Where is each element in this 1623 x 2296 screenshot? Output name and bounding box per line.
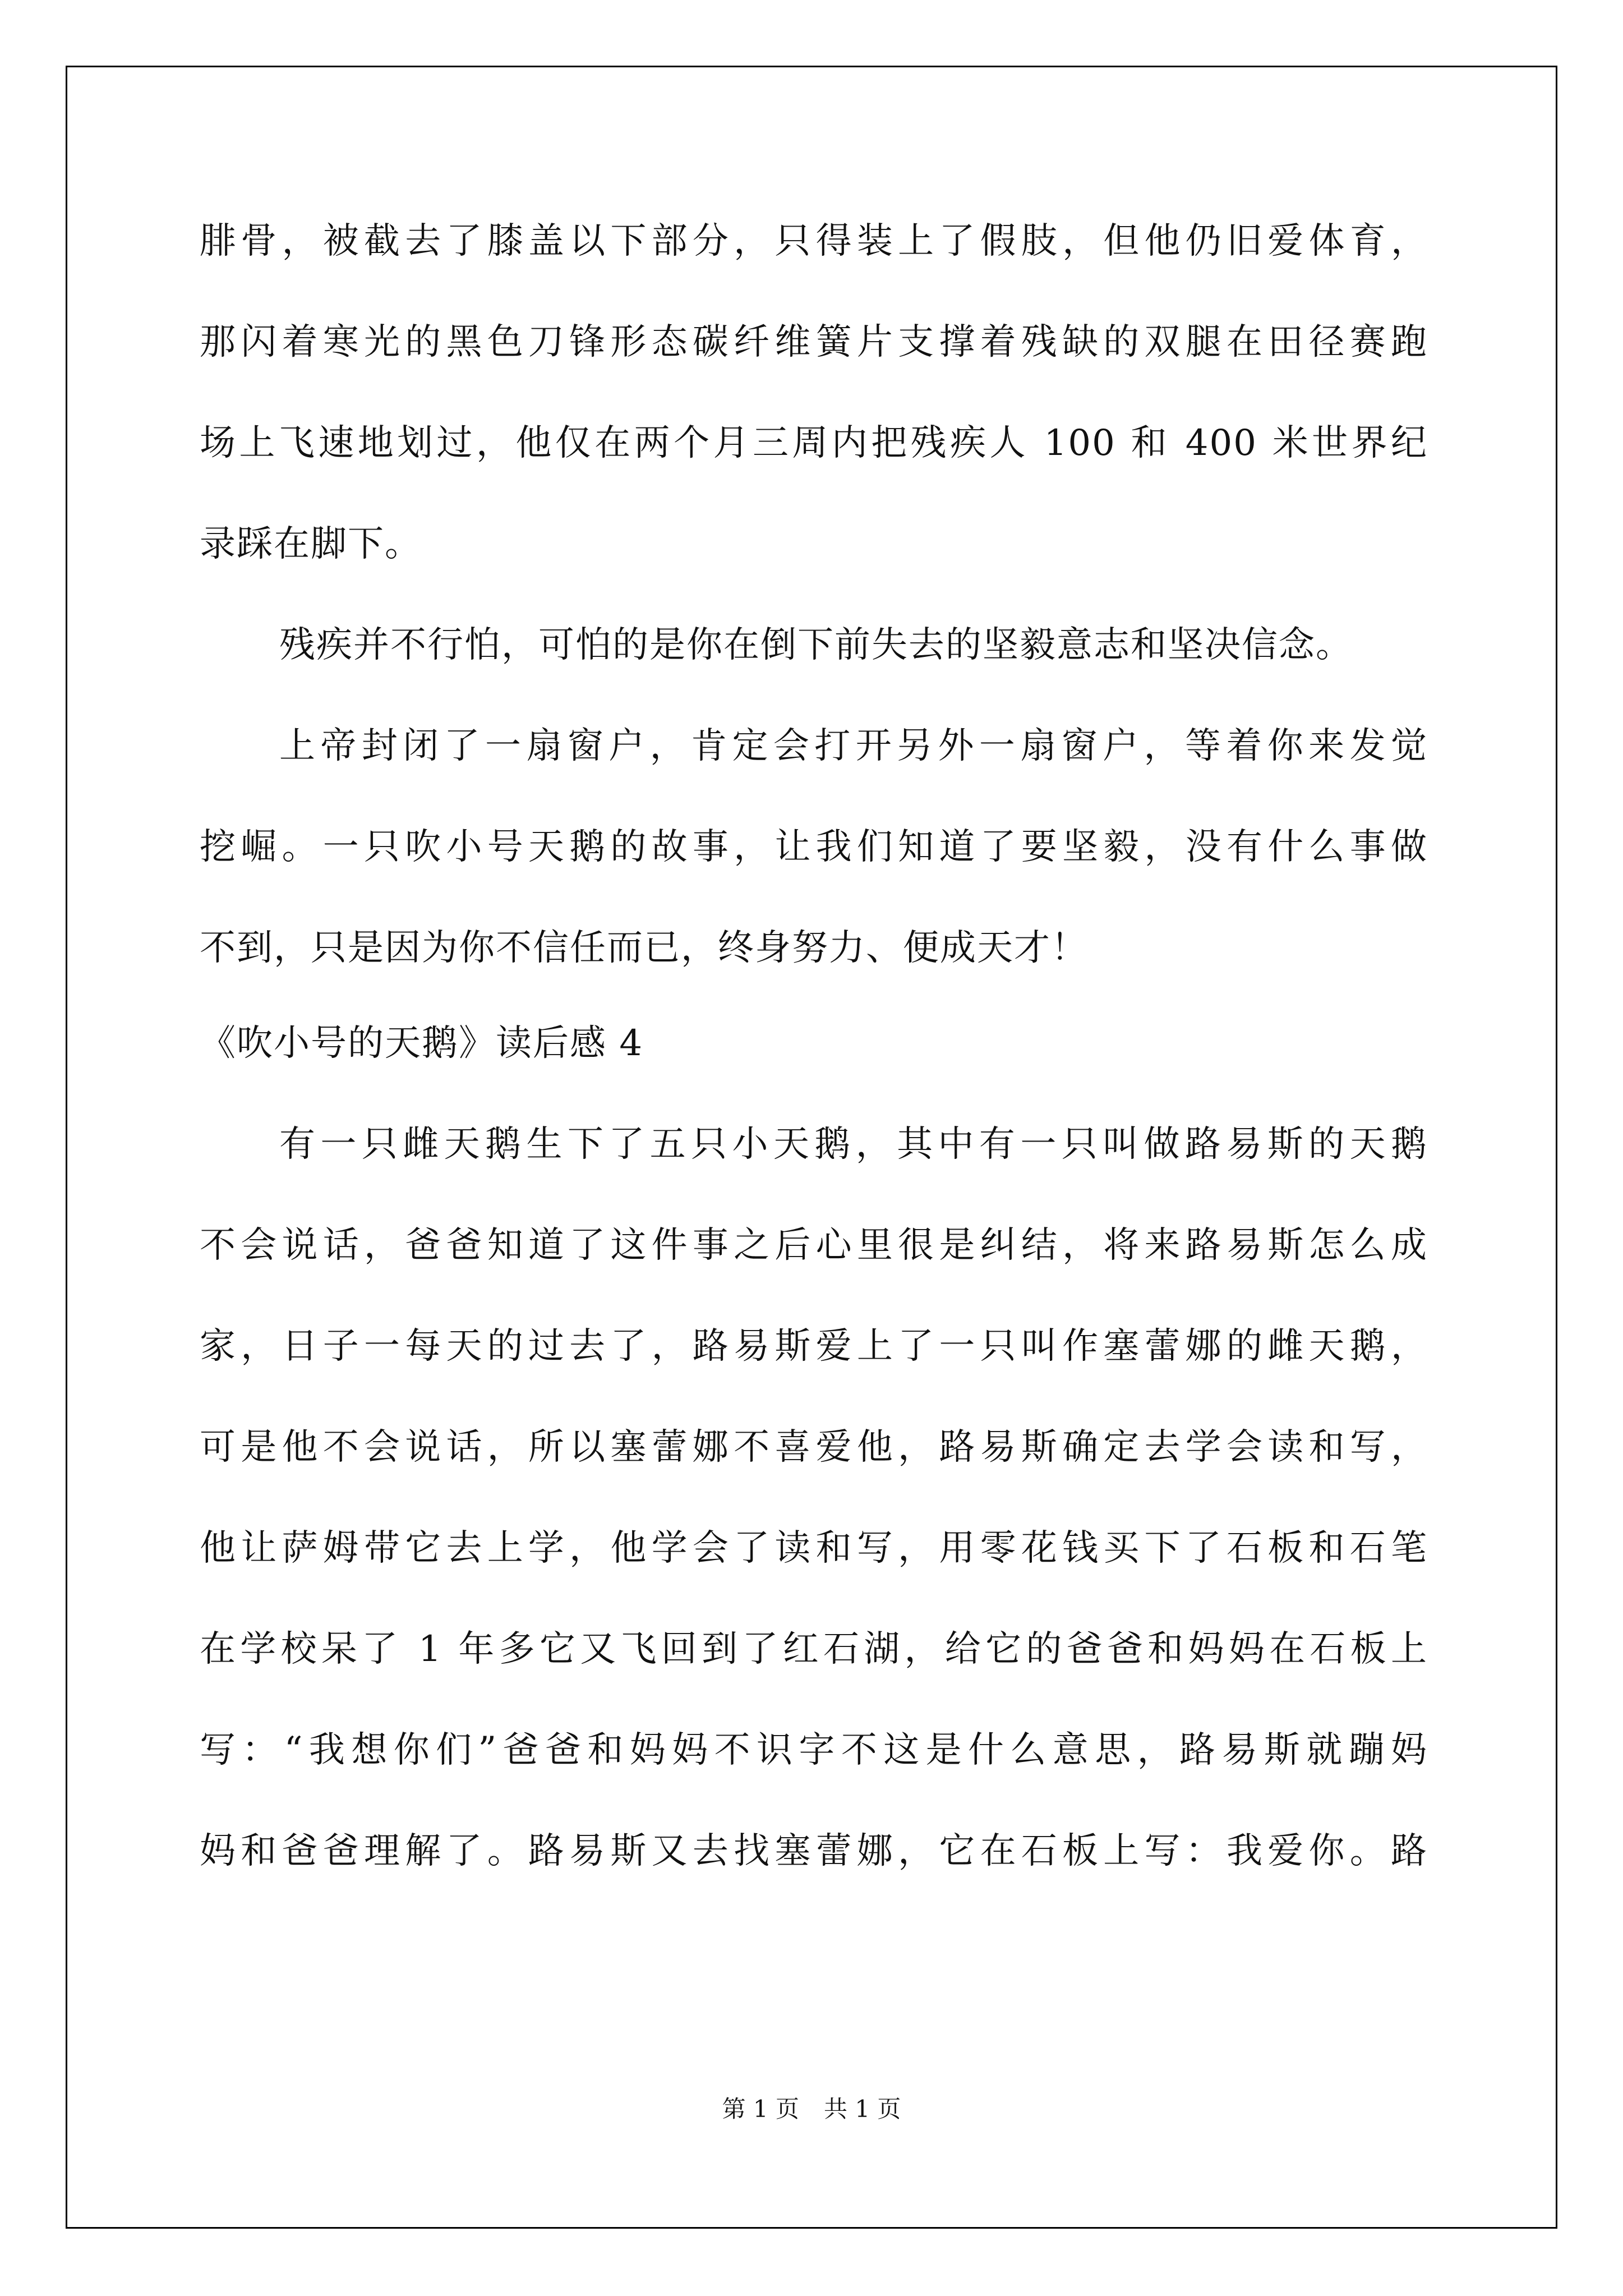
page-total: 共 1 页	[824, 2095, 901, 2123]
paragraph-line: 有一只雌天鹅生下了五只小天鹅，其中有一只叫做路易斯的天鹅	[279, 1124, 1428, 1165]
text-line: 他让萨姆带它去上学，他学会了读和写，用零花钱买下了石板和石笔	[200, 1527, 1428, 1569]
text-line: 不到，只是因为你不信任而已，终身努力、便成天才！	[200, 927, 1088, 969]
text-line: 那闪着寒光的黑色刀锋形态碳纤维簧片支撑着残缺的双腿在田径赛跑	[200, 321, 1428, 363]
text-line: 在学校呆了 1 年多它又飞回到了红石湖，给它的爸爸和妈妈在石板上	[200, 1628, 1428, 1670]
text-line: 腓骨，被截去了膝盖以下部分，只得装上了假肢，但他仍旧爱体育，	[200, 220, 1428, 262]
page-number: 第 1 页	[722, 2095, 799, 2123]
text-line: 家，日子一每天的过去了，路易斯爱上了一只叫作塞蕾娜的雌天鹅，	[200, 1326, 1428, 1367]
text-line: 妈和爸爸理解了。路易斯又去找塞蕾娜，它在石板上写：我爱你。路	[200, 1830, 1428, 1872]
paragraph-line: 上帝封闭了一扇窗户，肯定会打开另外一扇窗户，等着你来发觉	[279, 725, 1428, 767]
text-line: 不会说话，爸爸知道了这件事之后心里很是纠结，将来路易斯怎么成	[200, 1225, 1428, 1266]
text-line: 写：“我想你们”爸爸和妈妈不识字不这是什么意思，路易斯就蹦妈	[200, 1729, 1428, 1771]
text-line: 场上飞速地划过，他仅在两个月三周内把残疾人 100 和 400 米世界纪	[200, 422, 1428, 464]
text-line: 可是他不会说话，所以塞蕾娜不喜爱他，路易斯确定去学会读和写，	[200, 1427, 1428, 1468]
section-heading: 《吹小号的天鹅》读后感 4	[200, 1023, 644, 1064]
page-footer	[0, 2092, 1623, 2126]
text-line: 挖崛。一只吹小号天鹅的故事，让我们知道了要坚毅，没有什么事做	[200, 826, 1428, 868]
paragraph-line: 残疾并不行怕，可怕的是你在倒下前失去的坚毅意志和坚决信念。	[279, 624, 1353, 666]
text-line: 录踩在脚下。	[200, 523, 422, 565]
